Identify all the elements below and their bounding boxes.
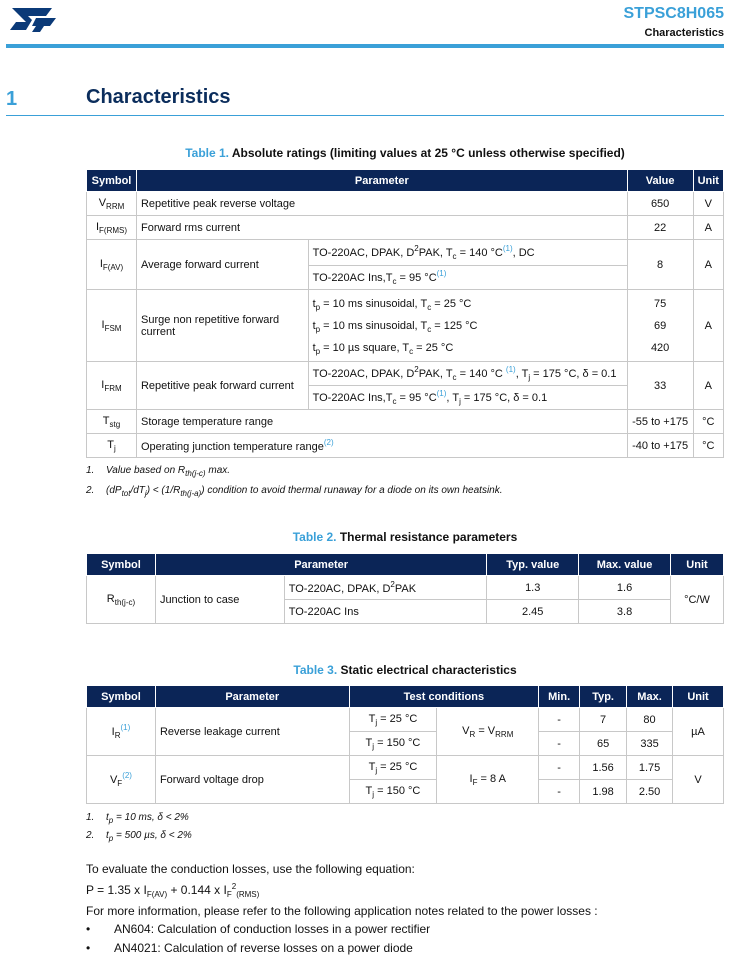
col-parameter: Parameter xyxy=(136,170,627,192)
max-cell: 1.6 xyxy=(579,576,671,600)
condition-cell: TO-220AC $Ins,T_c = 95$ °C$^{(1)}$ xyxy=(308,266,627,290)
value-cell: 650 xyxy=(627,192,693,216)
symbol-cell: $T_{stg}$ xyxy=(87,410,137,434)
unit-cell: A xyxy=(693,240,723,290)
typ-cell: 1.98 xyxy=(580,780,627,804)
app-note-item: • AN4021: Calculation of reverse losses on a power diode xyxy=(86,941,413,955)
condition-cell: $T_j = 150$ °C xyxy=(349,732,437,756)
param-text: Operating junction temperature range xyxy=(140,441,324,453)
max-cell: 1.75 xyxy=(627,756,673,780)
min-cell: - xyxy=(539,756,580,780)
unit-cell: A xyxy=(693,362,723,410)
table-row xyxy=(87,410,724,434)
table-row xyxy=(87,434,724,458)
condition-cell: TO-220AC, DPAK, $D^2PAK$ xyxy=(284,576,487,600)
condition-cell: $T_j = 25$ °C xyxy=(349,756,437,780)
table-header-row xyxy=(87,170,724,192)
condition-cell: $I_F = 8$ A xyxy=(437,756,539,804)
unit-cell: °C/W xyxy=(670,576,723,624)
typ-cell: 2.45 xyxy=(487,600,579,624)
header-rule xyxy=(6,44,724,48)
table1-footnote-2: 2. $(dP_{tot}/dT_j) < (1/R_{th(j-a)})$ condition to avoid thermal runaway for a diode on its own heatsink. xyxy=(86,485,503,498)
col-parameter: Parameter xyxy=(155,554,486,576)
param-cell: Operating junction temperature range$^{(2)}$ xyxy=(136,434,627,458)
table-header-row xyxy=(87,554,724,576)
page-header xyxy=(624,4,725,40)
value-cell: -40 to +175 xyxy=(627,434,693,458)
app-note-an604-link[interactable]: AN604: Calculation of conduction losses in a power rectifier xyxy=(114,922,431,936)
app-note-an4021-link[interactable]: AN4021: Calculation of reverse losses on a power diode xyxy=(114,941,413,955)
symbol-cell: $I_{F(RMS)}$ xyxy=(87,216,137,240)
thermal-resistance-table xyxy=(86,553,724,624)
col-parameter: Parameter xyxy=(155,686,349,708)
max-cell: 2.50 xyxy=(627,780,673,804)
unit-cell: °C xyxy=(693,410,723,434)
unit-cell: V xyxy=(693,192,723,216)
header-section-name: Characteristics xyxy=(644,27,724,39)
table3-label: Table 3. xyxy=(293,663,338,677)
table1-footnote-1: 1. Value based on $R_{th(j-c)}$ max. xyxy=(86,465,231,478)
symbol-cell: $I_R^{(1)}$ xyxy=(87,708,156,756)
param-cell: Forward voltage drop xyxy=(155,756,349,804)
condition-cell: $t_p = 10$ ms sinusoidal, $T_c = 25$ °C $t_p = 10$ ms sinusoidal, $T_c = 125$ °C $t_p = 10$ µs square, $T_c = 25$ °C xyxy=(308,290,627,362)
table-row xyxy=(87,708,724,732)
table2-title: Thermal resistance parameters xyxy=(339,530,518,544)
col-unit: Unit xyxy=(670,554,723,576)
table-row xyxy=(87,756,724,780)
min-cell: - xyxy=(539,732,580,756)
table1-title: Absolute ratings (limiting values at 25 °C unless otherwise specified) xyxy=(231,146,625,160)
col-max: Max. xyxy=(627,686,673,708)
col-symbol: Symbol xyxy=(87,554,156,576)
st-logo xyxy=(6,4,58,34)
symbol-cell: $I_{F(AV)}$ xyxy=(87,240,137,290)
param-cell: Average forward current xyxy=(136,240,308,290)
param-cell: Storage temperature range xyxy=(136,410,627,434)
table2-label: Table 2. xyxy=(292,530,337,544)
document-id: STPSC8H065 xyxy=(623,5,724,22)
fn2-text: condition to avoid thermal runaway for a diode on its own heatsink. xyxy=(207,485,503,496)
col-typ: Typ. xyxy=(580,686,627,708)
fn1-text: max. xyxy=(208,465,231,476)
symbol-cell: $I_{FSM}$ xyxy=(87,290,137,362)
condition-cell: TO-220AC Ins xyxy=(284,600,487,624)
table-row xyxy=(87,290,724,362)
table1-caption xyxy=(86,146,724,160)
table3-title: Static electrical characteristics xyxy=(340,663,517,677)
table1-label: Table 1. xyxy=(185,146,229,160)
unit-cell: °C xyxy=(693,434,723,458)
param-cell: Repetitive peak reverse voltage xyxy=(136,192,627,216)
table-row xyxy=(87,362,724,386)
typ-cell: 1.56 xyxy=(580,756,627,780)
max-cell: 3.8 xyxy=(579,600,671,624)
value-cell: 8 xyxy=(627,240,693,290)
symbol-cell: $R_{th(j-c)}$ xyxy=(87,576,156,624)
app-note-item: • AN604: Calculation of conduction losses in a power rectifier xyxy=(86,922,431,936)
condition-cell: $V_R = V_{RRM}$ xyxy=(437,708,539,756)
table3-footnote-1: 1. $t_p = 10$ ms, δ < 2% xyxy=(86,812,189,825)
value-cell xyxy=(627,290,693,362)
max-cell: 80 xyxy=(627,708,673,732)
unit-cell: A xyxy=(693,290,723,362)
col-unit: Unit xyxy=(693,170,723,192)
value-line: 75 xyxy=(653,297,667,310)
param-cell: Surge non repetitive forward current xyxy=(136,290,308,362)
col-typ: Typ. value xyxy=(487,554,579,576)
typ-cell: 7 xyxy=(580,708,627,732)
table-row xyxy=(87,216,724,240)
condition-cell: TO-220AC, DPAK, $D^2PAK$, $T_c = 140$ °C$^{(1)}$, DC xyxy=(308,240,627,266)
table-row xyxy=(87,192,724,216)
unit-cell: µA xyxy=(673,708,724,756)
max-cell: 335 xyxy=(627,732,673,756)
unit-cell: V xyxy=(673,756,724,804)
col-unit: Unit xyxy=(673,686,724,708)
table2-caption xyxy=(86,530,724,544)
symbol-cell: $T_j$ xyxy=(87,434,137,458)
param-cell: Repetitive peak forward current xyxy=(136,362,308,410)
col-test-conditions: Test conditions xyxy=(349,686,539,708)
table-row xyxy=(87,576,724,600)
symbol-cell: $V_{RRM}$ xyxy=(87,192,137,216)
section-title: Characteristics xyxy=(86,86,231,108)
col-symbol: Symbol xyxy=(87,170,137,192)
value-cell: -55 to +175 xyxy=(627,410,693,434)
typ-cell: 65 xyxy=(580,732,627,756)
unit-cell: A xyxy=(693,216,723,240)
table3-footnote-2: 2. $t_p = 500$ µs, δ < 2% xyxy=(86,830,192,843)
condition-cell: TO-220AC $Ins,T_c = 95$ °C$^{(1)}$, $T_j = 175$ °C, δ = 0.1 xyxy=(308,386,627,410)
table3-caption xyxy=(86,663,724,677)
min-cell: - xyxy=(539,708,580,732)
table-header-row xyxy=(87,686,724,708)
value-line: 420 xyxy=(650,341,670,354)
value-cell: 33 xyxy=(627,362,693,410)
typ-cell: 1.3 xyxy=(487,576,579,600)
condition-cell: TO-220AC, DPAK, $D^2PAK$, $T_c = 140$ °C $^{(1)}$, $T_j = 175$ °C, δ = 0.1 xyxy=(308,362,627,386)
losses-equation: P = 1.35 x $I_{F(AV)} + 0.144$ x $I_F^2_{(RMS)}$ xyxy=(86,882,260,899)
losses-intro: To evaluate the conduction losses, use the following equation: xyxy=(86,862,415,876)
col-symbol: Symbol xyxy=(87,686,156,708)
min-cell: - xyxy=(539,780,580,804)
col-min: Min. xyxy=(539,686,580,708)
absolute-ratings-table xyxy=(86,169,724,458)
condition-cell: $T_j = 150$ °C xyxy=(349,780,437,804)
col-value: Value xyxy=(627,170,693,192)
section-rule xyxy=(6,115,724,116)
section-number: 1 xyxy=(6,88,18,110)
static-electrical-table xyxy=(86,685,724,804)
param-cell: Forward rms current xyxy=(136,216,627,240)
param-cell: Reverse leakage current xyxy=(155,708,349,756)
col-max: Max. value xyxy=(579,554,671,576)
table-row xyxy=(87,240,724,266)
value-cell: 22 xyxy=(627,216,693,240)
condition-cell: $T_j = 25$ °C xyxy=(349,708,437,732)
param-cell: Junction to case xyxy=(155,576,284,624)
app-notes-intro: For more information, please refer to the following application notes related to the power losses : xyxy=(86,904,598,918)
value-line: 69 xyxy=(653,319,667,332)
symbol-cell: $V_F^{(2)}$ xyxy=(87,756,156,804)
symbol-cell: $I_{FRM}$ xyxy=(87,362,137,410)
